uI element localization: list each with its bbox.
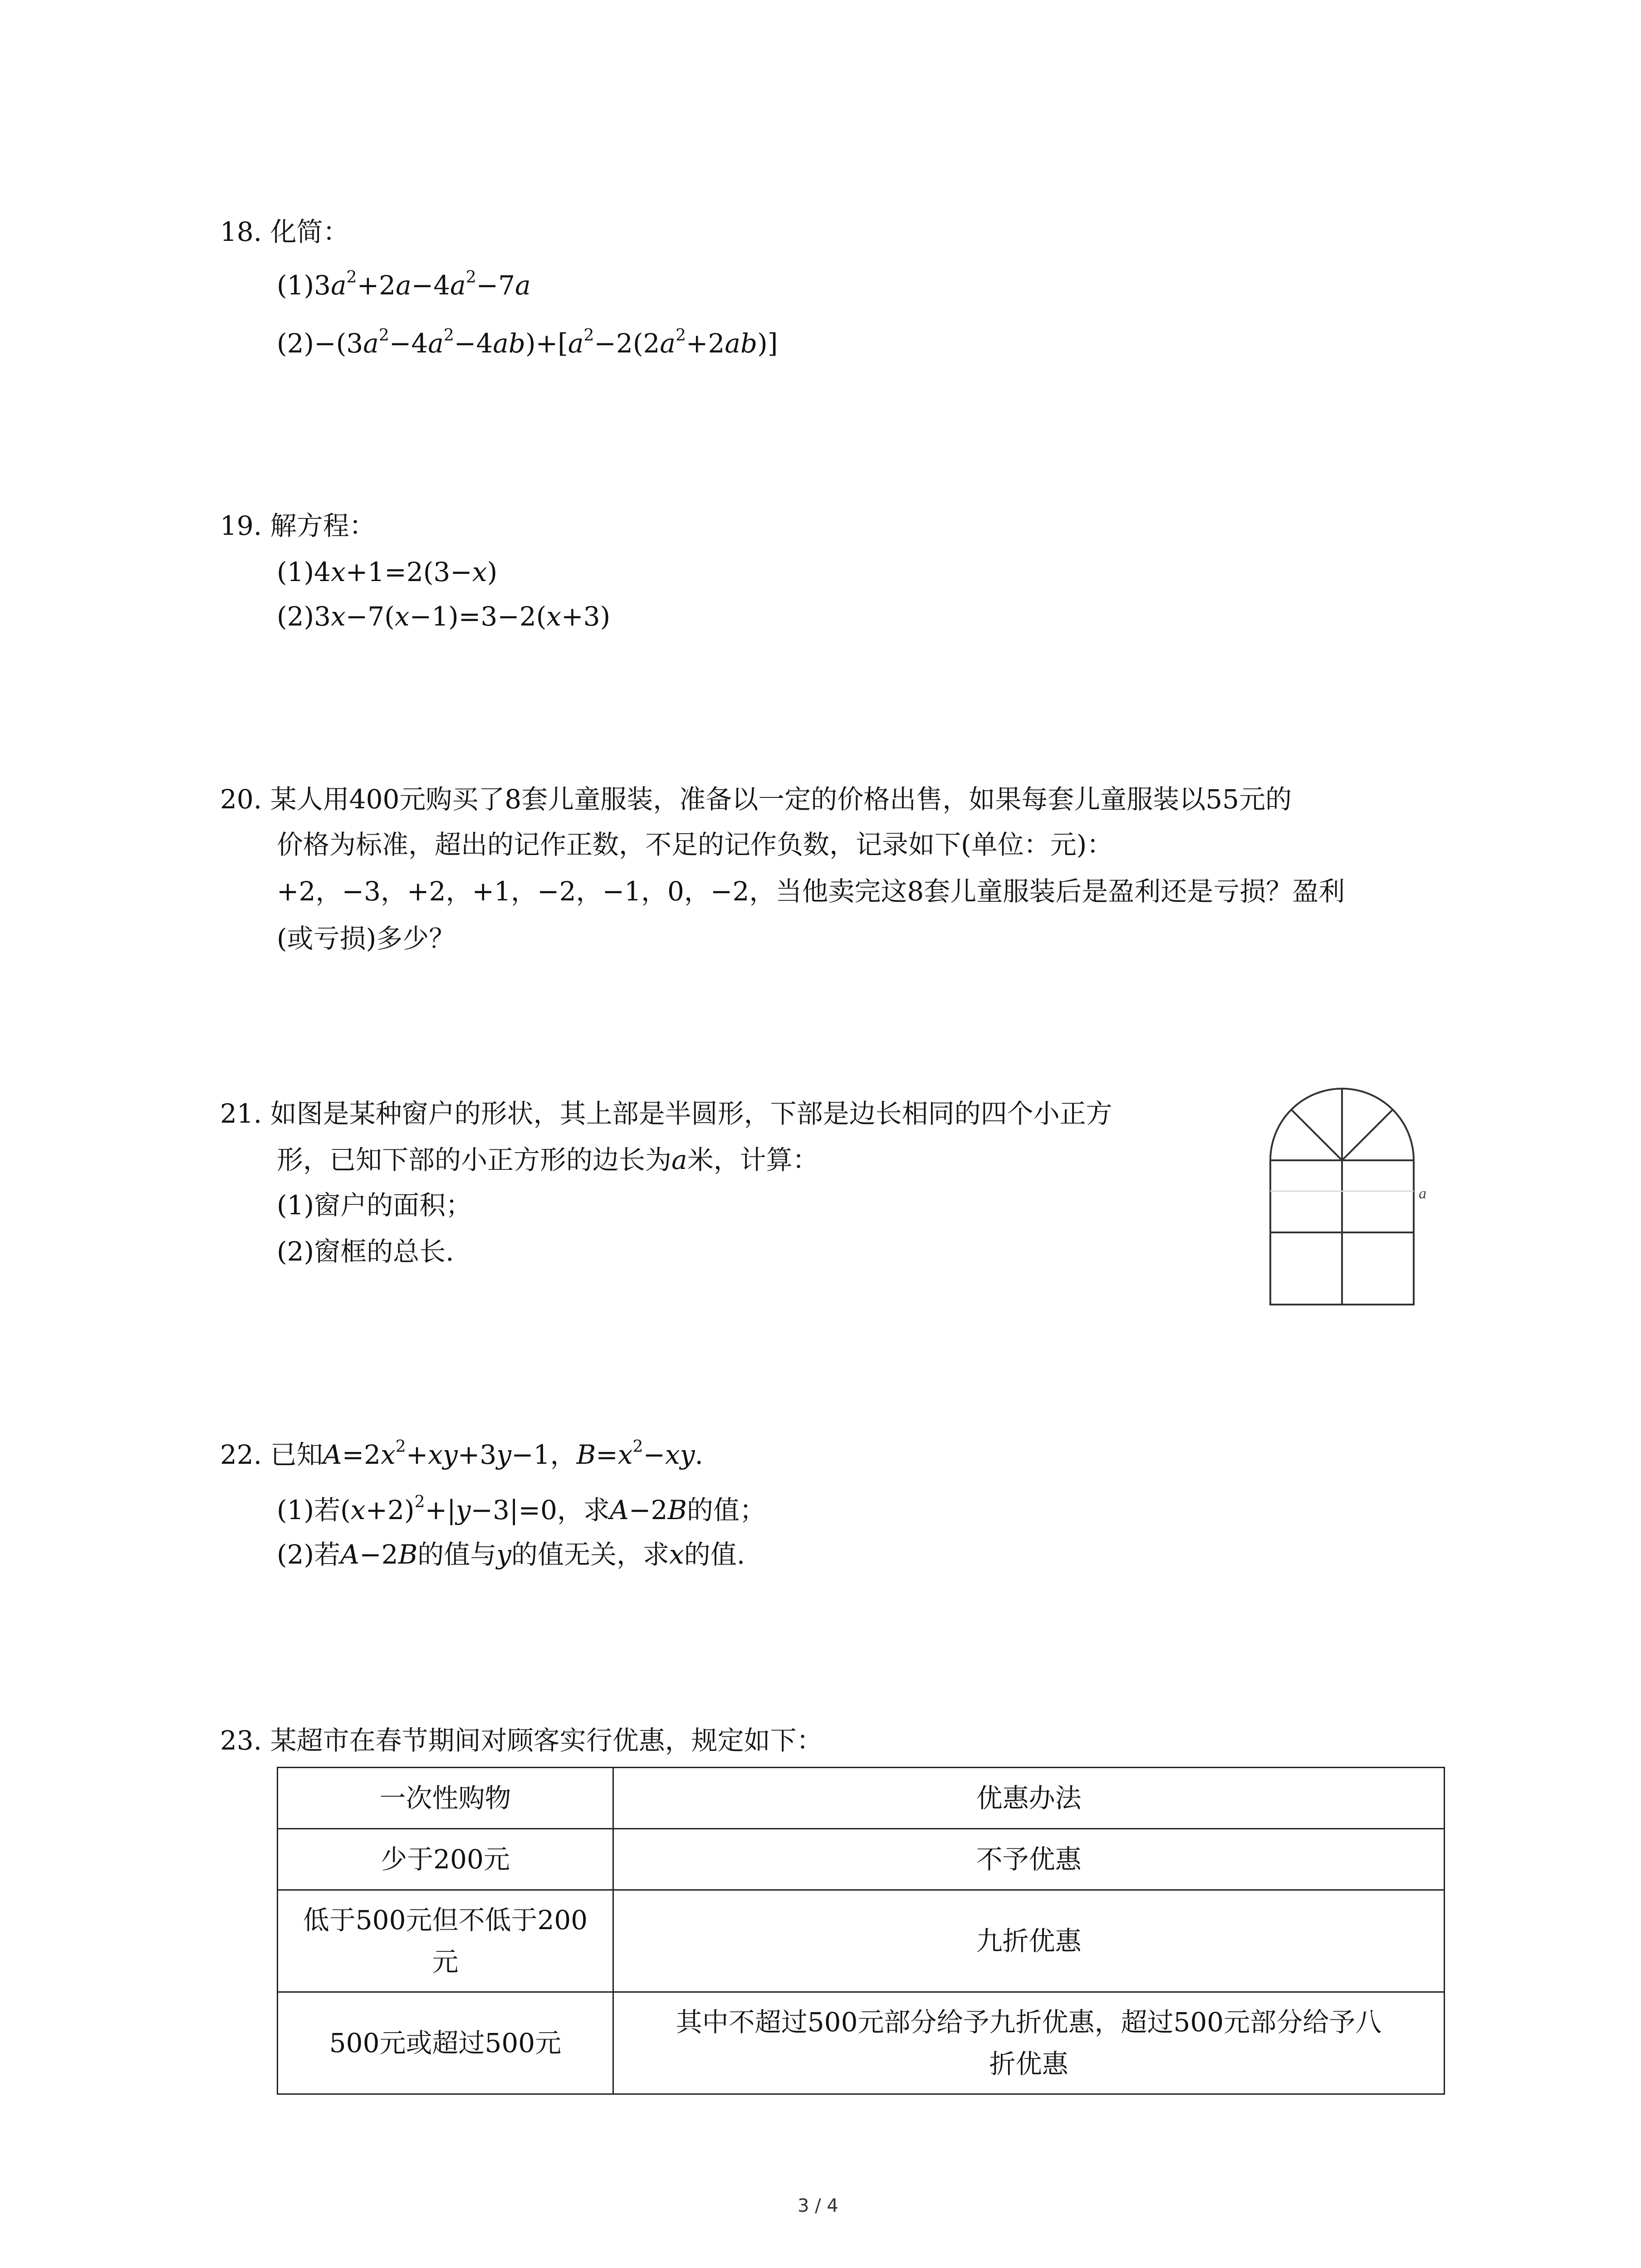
table-header-cell: 一次性购物 bbox=[278, 1768, 613, 1829]
table-cell-line: 折优惠 bbox=[989, 2048, 1068, 2079]
q21-part2: (2)窗框的总长. bbox=[277, 1236, 454, 1267]
q21-line2: 形，已知下部的小正方形的边长为a米，计算： bbox=[277, 1144, 819, 1175]
table-header-cell: 优惠办法 bbox=[613, 1768, 1445, 1829]
q20-line4: (或亏损)多少？ bbox=[277, 923, 456, 954]
table-cell bbox=[613, 1992, 1445, 2094]
q22-part2: (2)若A−2B的值与y的值无关，求x的值. bbox=[277, 1539, 745, 1570]
window-figure bbox=[1261, 1080, 1443, 1315]
q20-line1: 20. 某人用400元购买了8套儿童服装，准备以一定的价格出售，如果每套儿童服装以55元的 bbox=[220, 784, 1292, 815]
q19-title: 19. 解方程： bbox=[220, 510, 376, 541]
window-side-label: a bbox=[1419, 1185, 1426, 1202]
table-row bbox=[278, 1890, 1445, 1992]
q21-line1: 21. 如图是某种窗户的形状，其上部是半圆形，下部是边长相同的四个小正方 bbox=[220, 1098, 1112, 1129]
window-right-diagonal bbox=[1342, 1110, 1393, 1160]
q22-line1: 22. 已知$A=2x^2+xy+3y-1$，$B=x^2-xy$. bbox=[220, 1437, 703, 1470]
table-cell bbox=[278, 1890, 613, 1992]
q18-part2: $(2)-(3a^2-4a^2-4ab)+[a^2-2(2a^2+2ab)]$ bbox=[277, 326, 778, 359]
table-row bbox=[278, 1992, 1445, 2094]
table-cell-line: 元 bbox=[432, 1946, 459, 1977]
q23-title: 23. 某超市在春节期间对顾客实行优惠，规定如下： bbox=[220, 1725, 823, 1756]
table-cell-line: 其中不超过500元部分给予九折优惠，超过500元部分给予八 bbox=[676, 2007, 1382, 2038]
q21-part1: (1)窗户的面积； bbox=[277, 1190, 472, 1221]
q20-line2: 价格为标准，超出的记作正数，不足的记作负数，记录如下(单位：元)： bbox=[277, 829, 1113, 860]
q18-title: 18. 化简： bbox=[220, 216, 349, 247]
table-cell-line: 低于500元但不低于200 bbox=[303, 1905, 588, 1936]
q22-part1: (1)若$(x+2)^2+|y-3|=0$，求A−2B的值； bbox=[277, 1493, 766, 1525]
table-cell: 500元或超过500元 bbox=[278, 1992, 613, 2094]
q19-part2: (2)3x−7(x−1)=3−2(x+3) bbox=[277, 601, 611, 632]
q18-part1: $(1)3a^2+2a-4a^2-7a$ bbox=[277, 268, 531, 301]
table-cell: 不予优惠 bbox=[613, 1829, 1445, 1890]
table-cell: 九折优惠 bbox=[613, 1890, 1445, 1992]
page-number: 3 / 4 bbox=[798, 2195, 838, 2216]
q20-line3: +2，−3，+2，+1，−2，−1，0，−2，当他卖完这8套儿童服装后是盈利还是亏损？盈利 bbox=[277, 876, 1345, 907]
discount-table bbox=[277, 1767, 1445, 2095]
window-left-diagonal bbox=[1291, 1110, 1342, 1160]
table-row bbox=[278, 1829, 1445, 1890]
q19-part1: (1)4x+1=2(3−x) bbox=[277, 557, 498, 587]
table-cell: 少于200元 bbox=[278, 1829, 613, 1890]
table-header-row bbox=[278, 1768, 1445, 1829]
